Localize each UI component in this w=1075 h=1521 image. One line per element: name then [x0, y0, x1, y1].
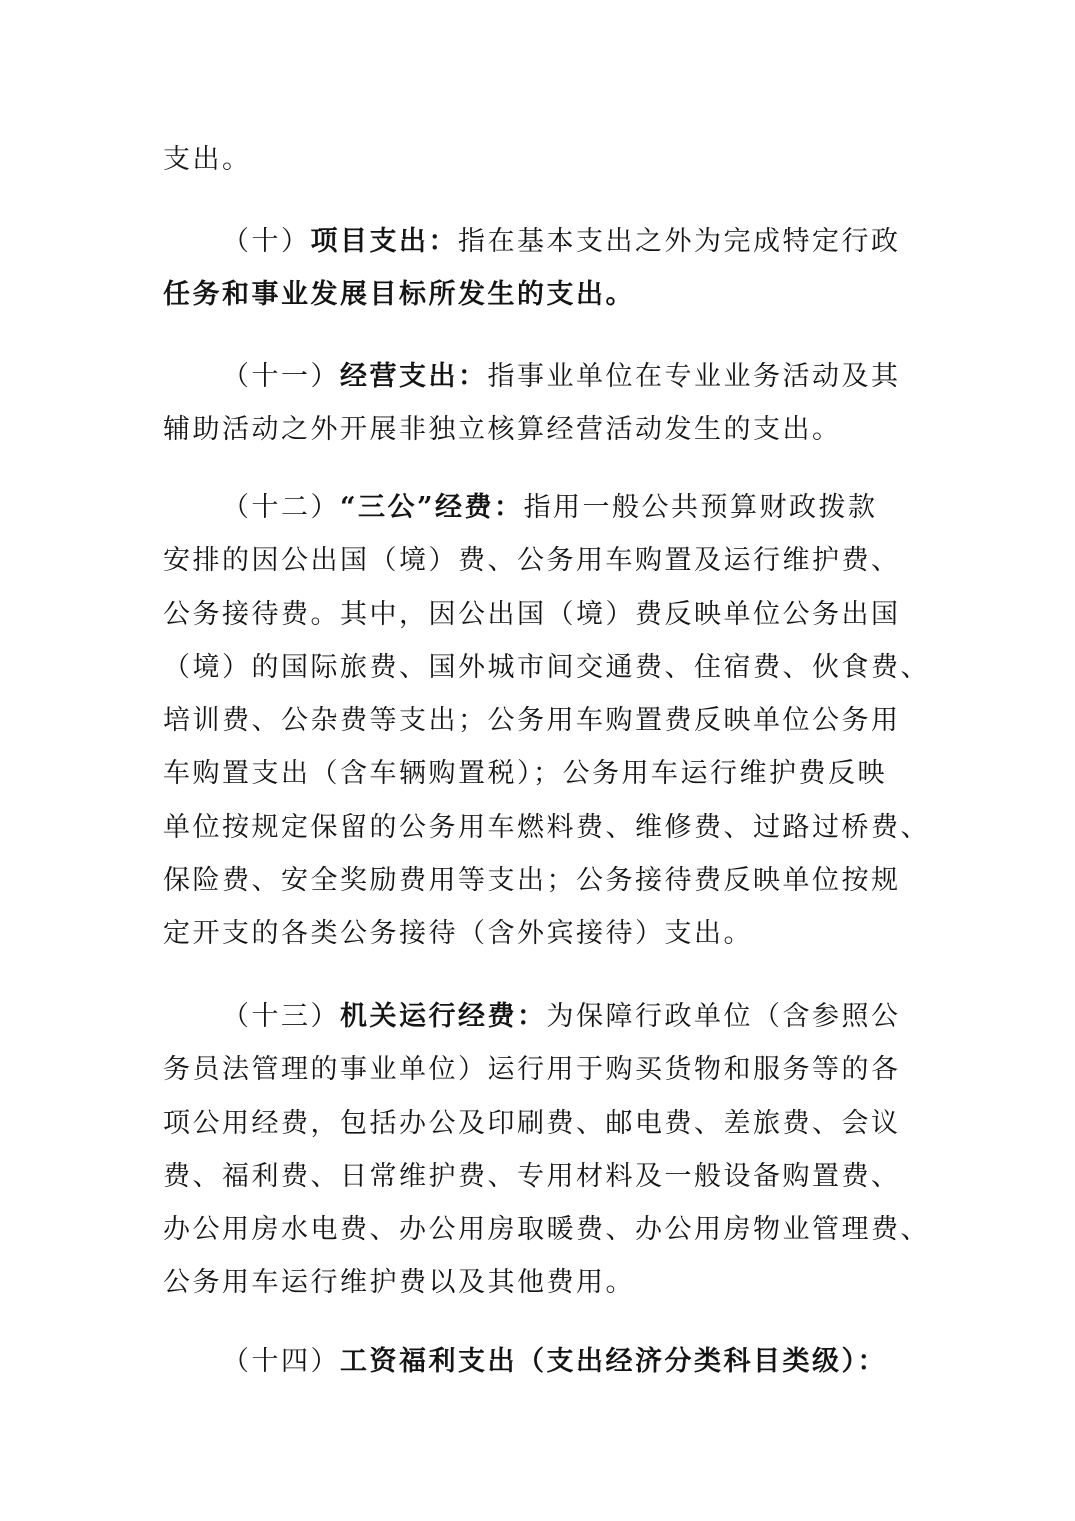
- paragraph-line: 培训费、公杂费等支出；公务用车购置费反映单位公务用: [163, 705, 901, 737]
- paragraph-line: 支出。: [163, 144, 252, 175]
- paragraph-line: 办公用房水电费、办公用房取暖费、办公用房物业管理费、: [163, 1214, 930, 1246]
- paragraph-line: 车购置支出（含车辆购置税）；公务用车运行维护费反映: [163, 758, 887, 790]
- paragraph-line: 定开支的各类公务接待（含外宾接待）支出。: [163, 918, 753, 950]
- paragraph-line: 务员法管理的事业单位）运行用于购买货物和服务等的各: [163, 1054, 901, 1086]
- section-text: 为保障行政单位（含参照公: [546, 1001, 901, 1032]
- section-text: 指在基本支出之外为完成特定行政: [458, 226, 901, 257]
- section-heading-line: [163, 350, 901, 403]
- section-text: 指用一般公共预算财政拨款: [523, 492, 878, 523]
- paragraph-line: 任务和事业发展目标所发生的支出。: [163, 279, 635, 311]
- section-heading-line: [163, 215, 901, 268]
- paragraph-line: 单位按规定保留的公务用车燃料费、维修费、过路过桥费、: [163, 811, 930, 843]
- section-operating-expenditure: [163, 350, 901, 457]
- section-number: （十一）: [222, 361, 340, 392]
- paragraph-line: 安排的因公出国（境）费、公务用车购置及运行维护费、: [163, 545, 901, 577]
- section-heading-line: [163, 481, 930, 534]
- section-number: （十二）: [222, 492, 340, 523]
- section-term: 工资福利支出（支出经济分类科目类级）：: [340, 1346, 887, 1377]
- section-number: （十）: [222, 226, 311, 257]
- section-number: （十三）: [222, 1001, 340, 1032]
- paragraph-line: 公务用车运行维护费以及其他费用。: [163, 1267, 635, 1299]
- section-number: （十四）: [222, 1346, 340, 1377]
- paragraph-line: 费、福利费、日常维护费、专用材料及一般设备购置费、: [163, 1160, 901, 1192]
- section-project-expenditure: [163, 215, 901, 322]
- paragraph-line: 公务接待费。其中，因公出国（境）费反映单位公务出国: [163, 598, 901, 630]
- paragraph-continuation: [163, 133, 252, 186]
- section-term: “三公”经费：: [340, 492, 524, 523]
- section-term: 项目支出：: [310, 226, 458, 257]
- section-text: 指事业单位在专业业务活动及其: [487, 361, 901, 392]
- paragraph-line: 保险费、安全奖励费用等支出；公务接待费反映单位按规: [163, 865, 901, 897]
- section-term: 经营支出：: [340, 361, 488, 392]
- paragraph-line: 辅助活动之外开展非独立核算经营活动发生的支出。: [163, 414, 842, 446]
- section-wages-benefits: [163, 1335, 887, 1388]
- section-heading-line: [163, 990, 930, 1043]
- section-agency-operating-costs: [163, 990, 930, 1310]
- section-term: 机关运行经费：: [340, 1001, 547, 1032]
- section-heading-line: [163, 1335, 887, 1388]
- paragraph-line: 项公用经费，包括办公及印刷费、邮电费、差旅费、会议: [163, 1107, 901, 1139]
- paragraph-line: （境）的国际旅费、国外城市间交通费、住宿费、伙食费、: [163, 651, 930, 683]
- section-three-public-expenses: [163, 481, 930, 961]
